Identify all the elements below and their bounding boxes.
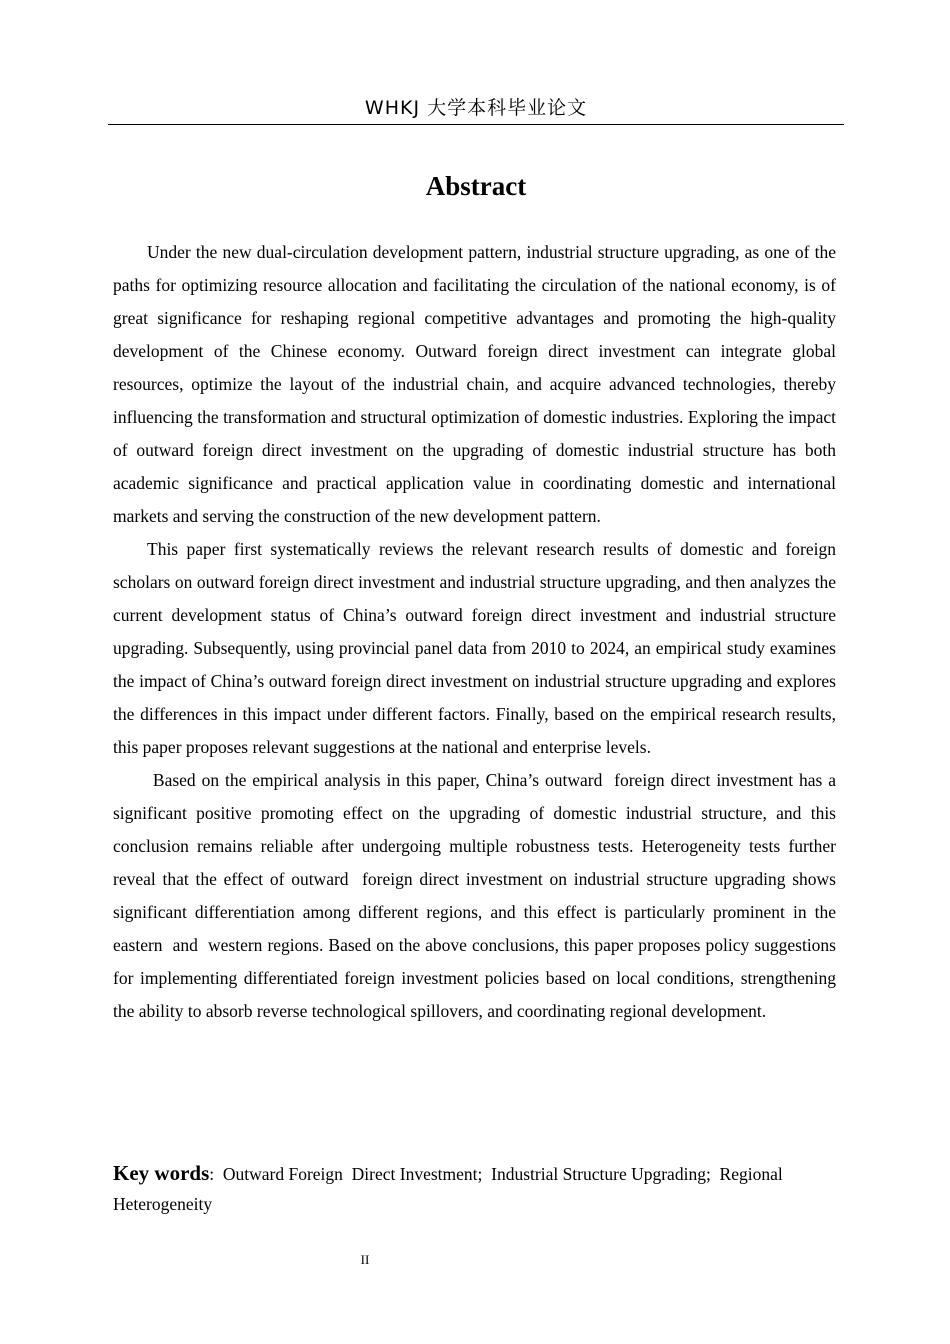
keywords-text: : Outward Foreign Direct Investment; Industrial Structure Upgrading; Regional Heterogeneity [113,1164,788,1214]
keywords-label: Key words [113,1161,210,1185]
abstract-title: Abstract [425,171,527,201]
page-header [108,92,844,125]
running-title: WHKJ 大学本科毕业论文 [364,97,588,119]
abstract-body [113,236,841,1028]
page-number: II [360,1252,370,1267]
abstract-paragraph-1: Under the new dual-circulation development pattern, industrial structure upgrading, as one of the paths for optimizing resource allocation and facilitating the circulation of the national economy, is of great significance for reshaping regional competitive advantages and promoting the high-quality development of the Chinese economy. Outward foreign direct investment can integrate global resources, optimize the layout of the industrial chain, and acquire advanced technologies, thereby influencing the transformation and structural optimization of domestic industries. Exploring the impact of outward foreign direct investment on the upgrading of domestic industrial structure has both academic significance and practical application value in coordinating domestic and international markets and serving the construction of the new development pattern. [113,242,836,526]
abstract-paragraph-3: Based on the empirical analysis in this paper, China’s outward foreign direct investment has a significant positive promoting effect on the upgrading of domestic industrial structure, and this conclusion remains reliable after undergoing multiple robustness tests. Heterogeneity tests further reveal that the effect of outward foreign direct investment on industrial structure upgrading shows significant differentiation among different regions, and this effect is particularly prominent in the eastern and western regions. Based on the above conclusions, this paper proposes policy suggestions for implementing differentiated foreign investment policies based on local conditions, strengthening the ability to absorb reverse technological spillovers, and coordinating regional development. [113,770,841,1021]
abstract-paragraph-2: This paper first systematically reviews the relevant research results of domestic and foreign scholars on outward foreign direct investment and industrial structure upgrading, and then analyzes the current development status of China’s outward foreign direct investment and industrial structure upgrading. Subsequently, using provincial panel data from 2010 to 2024, an empirical study examines the impact of China’s outward foreign direct investment on industrial structure upgrading and explores the differences in this impact under different factors. Finally, based on the empirical research results, this paper proposes relevant suggestions at the national and enterprise levels. [113,539,836,757]
keywords [113,1158,836,1219]
